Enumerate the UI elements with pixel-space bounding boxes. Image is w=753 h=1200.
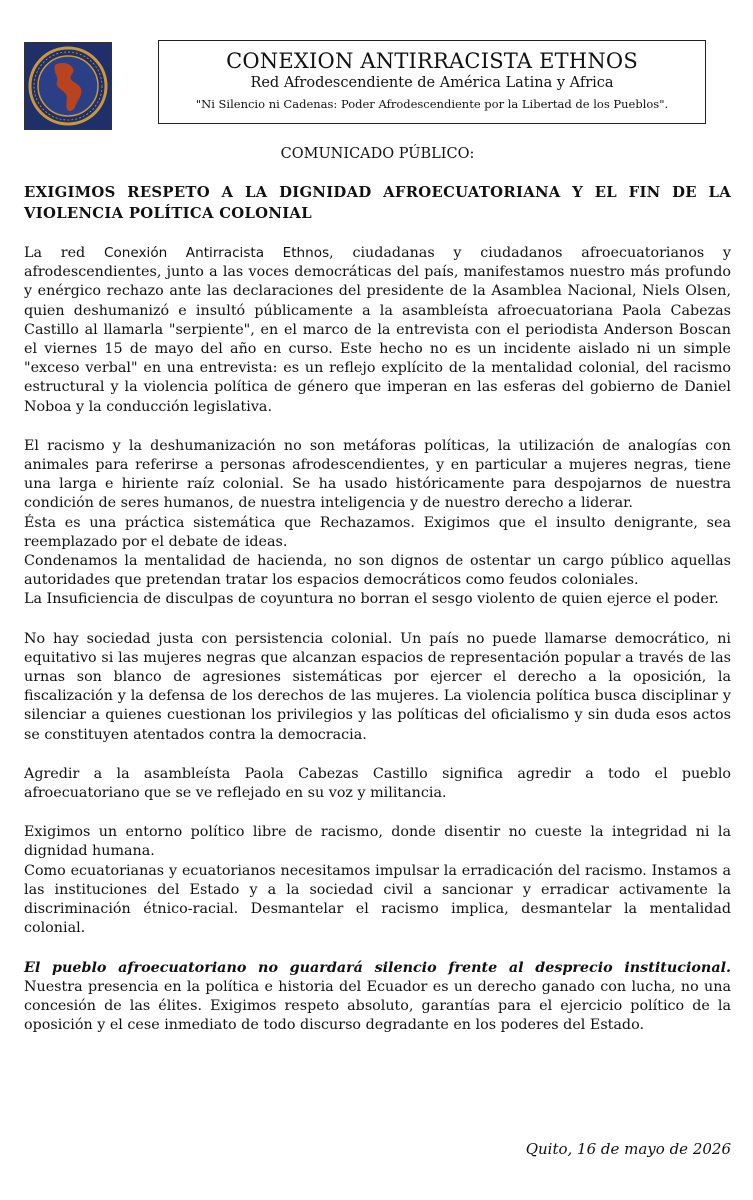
paragraph-5: La Insuficiencia de disculpas de coyuntura no borran el sesgo violento de quien ejerce el poder. [24,591,719,608]
paragraph-8: Exigimos un entorno político libre de racismo, donde disentir no cueste la integridad ni la dignidad humana. [24,824,731,860]
paragraph-10-rest: Nuestra presencia en la política e historia del Ecuador es un derecho ganado con lucha, no una concesión de las élites. Exigimos respeto absoluto, garantías para el ejercicio político de la oposición y el cese inmediato de todo discurso degradante en los poderes del Estado. [24,978,731,1034]
organization-mention: Conexión Antirracista Ethnos [103,245,330,261]
paragraph-10 [24,959,731,1036]
document-body [24,146,731,1035]
signoff-date: Quito, 16 de mayo de 2026 [525,1140,731,1158]
document-headline: EXIGIMOS RESPETO A LA DIGNIDAD AFROECUATORIANA Y EL FIN DE LA VIOLENCIA POLÍTICA COLONIAL [24,184,731,222]
organization-name: CONEXION ANTIRRACISTA ETHNOS [226,49,638,73]
paragraph-1-lead: La red [24,245,104,261]
paragraph-2: El racismo y la deshumanización no son metáforas políticas, la utilización de analogías con animales para referirse a personas afrodescendientes, y en particular a mujeres negras, tiene una larga e hiriente raíz colonial. Se ha usado históricamente para despojarnos de nuestra condición de seres humanos, de nuestra inteligencia y de nuestro derecho a liderar. [24,437,731,512]
paragraph-3: Ésta es una práctica sistemática que Rechazamos. Exigimos que el insulto denigrante, sea reemplazado por el debate de ideas. [24,514,731,550]
header-box [158,40,706,124]
organization-logo [24,42,112,130]
paragraph-6: No hay sociedad justa con persistencia colonial. Un país no puede llamarse democrático, ni equitativo si las mujeres negras que alcanzan espacios de representación popular a través de las urnas son blanco de agresiones sistemáticas por ejercer el derecho a la oposición, la fiscalización y la defensa de los derechos de las mujeres. La violencia política busca disciplinar y silenciar a quienes cuestionan los privilegios y las políticas del oficialismo y sin duda esos actos se constituyen atentados contra la democracia. [24,630,731,743]
paragraph-10-emphasis: El pueblo afroecuatoriano no guardará silencio frente al desprecio institucional. [24,959,731,976]
paragraph-4: Condenamos la mentalidad de hacienda, no son dignos de ostentar un cargo público aquellas autoridades que pretendan tratar los espacios democráticos como feudos coloniales. [24,553,731,589]
paragraph-1 [24,244,731,417]
organization-subtitle: Red Afrodescendiente de América Latina y Africa [250,75,614,91]
organization-motto: "Ni Silencio ni Cadenas: Poder Afrodescendiente por la Libertad de los Pueblos". [195,97,669,111]
paragraph-9: Como ecuatorianas y ecuatorianos necesitamos impulsar la erradicación del racismo. Instamos a las instituciones del Estado y a la sociedad civil a sancionar y erradicar activamente la discriminación étnico-racial. Desmantelar el racismo implica, desmantelar la mentalidad colonial. [24,862,731,937]
paragraph-1-rest: , ciudadanas y ciudadanos afroecuatorianos y afrodescendientes, junto a las voces democráticas del país, manifestamos nuestro más profundo y enérgico rechazo ante las declaraciones del presidente de la Asamblea Nacional, Niels Olsen, quien deshumanizó e insultó públicamente a la asambleísta afroecuatoriana Paola Cabezas Castillo al llamarla "serpiente", en el marco de la entrevista con el periodista Anderson Boscan el viernes 15 de mayo del año en curso. Este hecho no es un incidente aislado ni un simple "exceso verbal" en una entrevista: es un reflejo explícito de la mentalidad colonial, del racismo estructural y la violencia política de género que imperan en las esferas del gobierno de Daniel Noboa y la conducción legislativa. [24,245,731,415]
document-label: COMUNICADO PÚBLICO: [280,146,475,162]
paragraph-7: Agredir a la asambleísta Paola Cabezas Castillo significa agredir a todo el pueblo afroecuatoriano que se ve reflejado en su voz y militancia. [24,765,731,802]
americas-map-emblem-icon [25,43,111,129]
